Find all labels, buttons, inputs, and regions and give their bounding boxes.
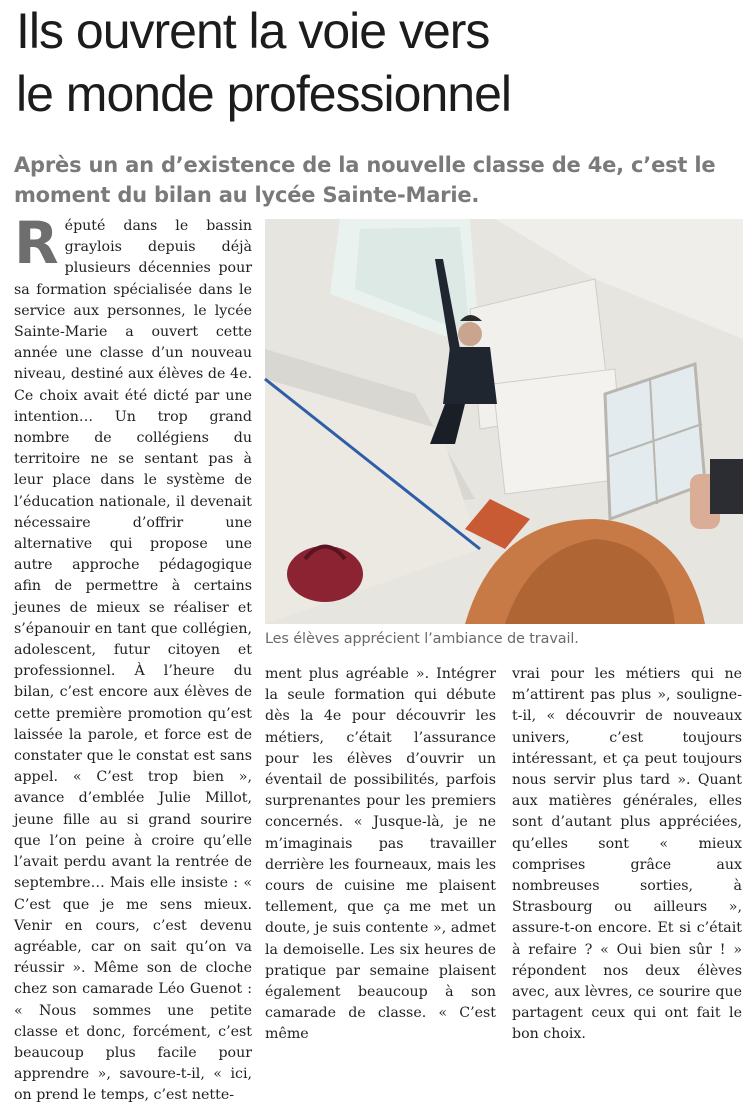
article-column-1 bbox=[14, 209, 252, 1104]
headline-line-2: le monde professionnel bbox=[16, 66, 511, 122]
photo-caption: Les élèves apprécient l’ambiance de travail. bbox=[265, 631, 579, 647]
article-subhead: Après un an d’existence de la nouvelle classe de 4e, c’est le moment du bilan au lycée Sainte-Marie. bbox=[14, 153, 716, 207]
headline-line-1: Ils ouvrent la voie vers bbox=[16, 3, 490, 59]
column-1-text: éputé dans le bassin graylois depuis déjà plusieurs décennies pour sa formation spécialisée dans le service aux personnes, le lycée Sainte-Marie a ouvert cette année une classe d’un nouveau niveau, destiné aux élèves de 4e. Ce choix avait été dicté par une intention… Un trop grand nombre de collégiens du territoire ne se sentant pas à leur place dans le système de l’éducation nationale, il devenait nécessaire d’offrir une alternative qui propose une autre approche pédagogique afin de permettre à certains jeunes de mieux se réaliser et s’épanouir en tant que collégien, adolescent, futur citoyen et professionnel. À l’heure du bilan, c’est encore aux élèves de cette première promotion qu’est laissée la parole, et force est de constater que le constat est sans appel. « C’est trop bien », avance d’emblée Julie Millot, jeune fille au si grand sourire que l’on peine à croire qu’elle l’avait perdu avant la rentrée de septembre… Mais elle insiste : « C’est que je me sens mieux. Venir en cours, c’est devenu agréable, car on sait qu’on va réussir ». Même son de cloche chez son camarade Léo Guenot : « Nous sommes une petite classe et donc, forcément, c’est beaucoup plus facile pour apprendre », savoure-t-il, « ici, on prend le temps, c’est nette- bbox=[14, 218, 252, 1104]
article-headline bbox=[16, 0, 746, 126]
drop-cap: R bbox=[14, 209, 59, 277]
article-column-2: ment plus agréable ». Intégrer la seule formation qui débute dès la 4e pour découvrir les métiers, c’était l’assurance pour les élèves d’ouvrir un éventail de possibilités, parfois surprenantes pour les premiers concernés. « Jusque-là, je ne m’imaginais pas travailler derrière les fourneaux, mais les cours de cuisine me plaisent tellement, que ça me met un doute, je suis contente », admet la demoiselle. Les six heures de pratique par semaine plaisent également beaucoup à son camarade de classe. « C’est même bbox=[265, 666, 496, 1043]
article-column-3: vrai pour les métiers qui ne m’attirent pas plus », souligne-t-il, « découvrir de nouveaux univers, c’est toujours intéressant, et ça peut toujours nous servir plus tard ». Quant aux matières générales, elles sont d’autant plus appréciées, qu’elles sont « mieux comprises grâce aux nombreuses sorties, à Strasbourg ou ailleurs », assure-t-on encore. Et si c’était à refaire ? « Oui bien sûr ! » répondent nos deux élèves avec, aux lèvres, ce sourire que partagent ceux qui ont fait le bon choix. bbox=[512, 666, 742, 1043]
classroom-photo bbox=[265, 219, 743, 624]
